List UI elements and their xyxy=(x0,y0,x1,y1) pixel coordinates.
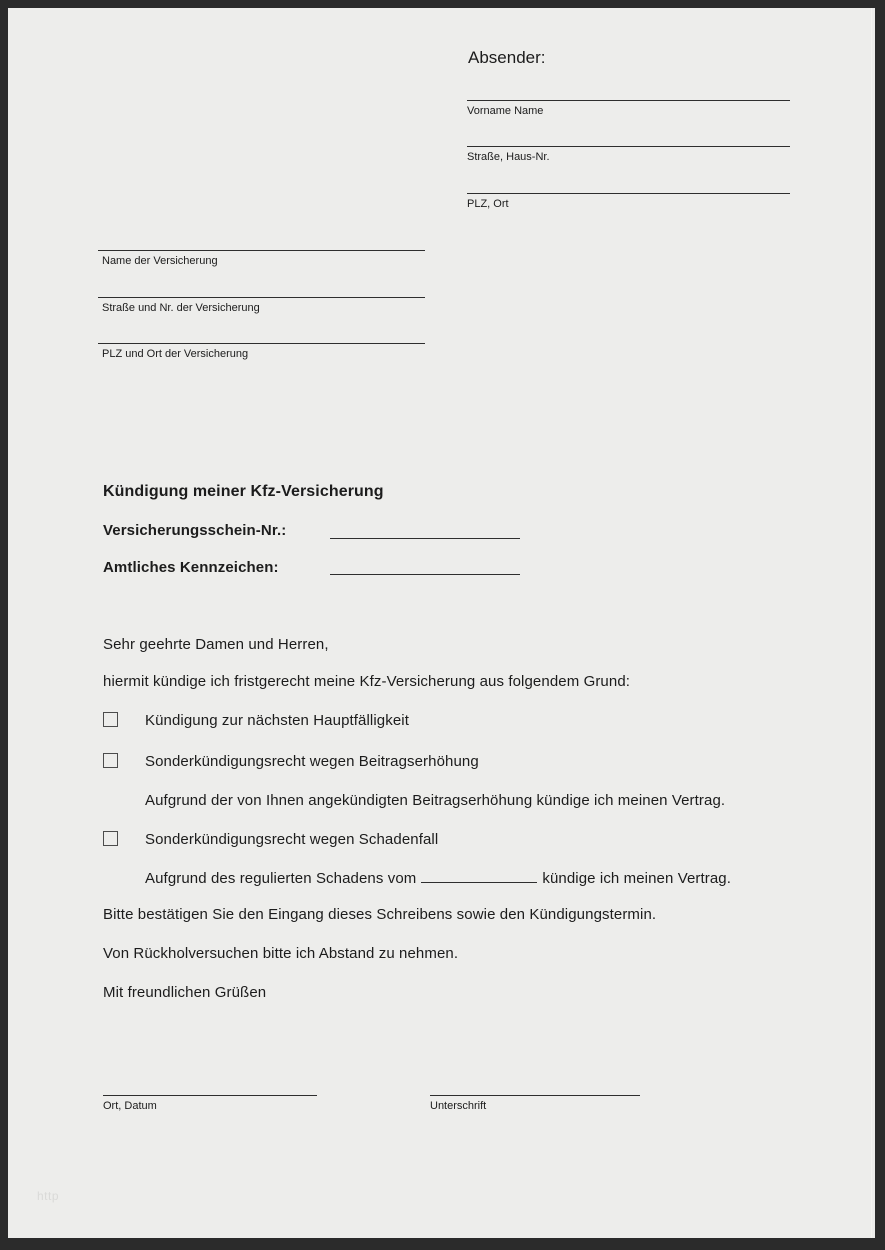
blank-line xyxy=(103,1095,317,1096)
sender-street-field[interactable] xyxy=(467,146,790,164)
intro-line: hiermit kündige ich fristgerecht meine Kfz-Versicherung aus folgendem Grund: xyxy=(103,673,631,690)
no-retention-line: Von Rückholversuchen bitte ich Abstand zu nehmen. xyxy=(103,945,459,962)
sender-city-field[interactable] xyxy=(467,193,790,211)
blank-line xyxy=(467,100,790,101)
regards-line: Mit freundlichen Grüßen xyxy=(103,984,267,1001)
sender-name-field[interactable] xyxy=(467,100,790,118)
blank-line xyxy=(98,343,425,344)
blank-line xyxy=(98,297,425,298)
field-label: Name der Versicherung xyxy=(102,255,218,267)
reason-schadenfall-note xyxy=(145,869,731,888)
date-place-field[interactable] xyxy=(103,1095,317,1113)
checkbox-schadenfall[interactable] xyxy=(103,831,118,846)
confirm-request-line: Bitte bestätigen Sie den Eingang dieses Schreibens sowie den Kündigungstermin. xyxy=(103,906,657,923)
insurer-street-field[interactable] xyxy=(98,297,425,315)
checkbox-hauptfaelligkeit[interactable] xyxy=(103,712,118,727)
blank-line xyxy=(98,250,425,251)
signature-field[interactable] xyxy=(430,1095,640,1113)
field-label: Straße und Nr. der Versicherung xyxy=(102,302,260,314)
reason-beitragserhoehung-note: Aufgrund der von Ihnen angekündigten Beitragserhöhung kündige ich meinen Vertrag. xyxy=(145,792,726,809)
blank-line xyxy=(467,193,790,194)
policy-number-field[interactable] xyxy=(330,538,520,539)
field-label: PLZ, Ort xyxy=(467,198,509,210)
watermark-text: http xyxy=(37,1189,60,1203)
insurer-city-field[interactable] xyxy=(98,343,425,361)
policy-number-label: Versicherungsschein-Nr.: xyxy=(103,522,287,539)
field-label: Straße, Haus-Nr. xyxy=(467,151,550,163)
reason-hauptfaelligkeit-label: Kündigung zur nächsten Hauptfälligkeit xyxy=(145,712,409,729)
field-label: PLZ und Ort der Versicherung xyxy=(102,348,249,360)
insurer-name-field[interactable] xyxy=(98,250,425,268)
note-text-after: kündige ich meinen Vertrag. xyxy=(542,870,732,887)
checkbox-beitragserhoehung[interactable] xyxy=(103,753,118,768)
blank-line xyxy=(467,146,790,147)
schaden-date-field[interactable] xyxy=(421,869,537,883)
field-label: Unterschrift xyxy=(430,1100,487,1112)
letter-title: Kündigung meiner Kfz-Versicherung xyxy=(103,483,384,500)
blank-line xyxy=(430,1095,640,1096)
field-label: Vorname Name xyxy=(467,105,544,117)
reason-beitragserhoehung-label: Sonderkündigungsrecht wegen Beitragserhöhung xyxy=(145,753,479,770)
salutation: Sehr geehrte Damen und Herren, xyxy=(103,636,329,653)
field-label: Ort, Datum xyxy=(103,1100,157,1112)
note-text-before: Aufgrund des regulierten Schadens vom xyxy=(145,870,417,887)
reason-schadenfall-label: Sonderkündigungsrecht wegen Schadenfall xyxy=(145,831,439,848)
license-plate-label: Amtliches Kennzeichen: xyxy=(103,559,279,576)
scan-seam-line xyxy=(871,8,872,1238)
license-plate-field[interactable] xyxy=(330,574,520,575)
sender-heading: Absender: xyxy=(468,48,546,67)
